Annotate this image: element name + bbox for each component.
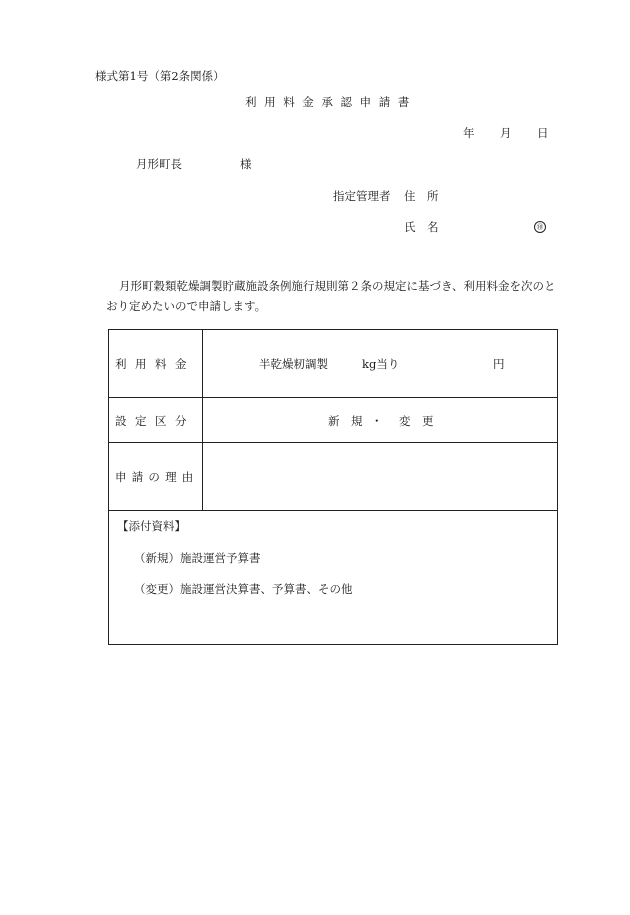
fee-label: 利用料金 [115,357,195,371]
address-label: 住 所 [404,189,439,203]
applicant-role: 指定管理者 [333,189,391,203]
fee-currency: 円 [493,357,505,371]
body-text-line1: 月形町穀類乾燥調製貯蔵施設条例施行規則第２条の規定に基づき、利用料金を次のと [119,279,556,293]
date-year-label: 年 [463,126,475,140]
setting-separator: ・ [371,414,383,428]
setting-label: 設定区分 [115,414,195,428]
date-day-label: 日 [537,126,549,140]
application-table [108,329,558,645]
setting-option-new: 新 規 [328,414,363,428]
attachment-new: （新規）施設運営予算書 [134,551,261,565]
attachment-change: （変更）施設運営決算書、予算書、その他 [134,582,353,596]
reason-label: 申請の理由 [115,470,199,484]
addressee: 月形町長 [136,157,182,171]
attachments-heading: 【添付資料】 [117,519,186,533]
row-divider [109,442,557,443]
column-divider [202,330,203,510]
form-title: 利用料金承認申請書 [245,95,417,109]
seal-icon: ㊞ [534,221,546,233]
honorific: 様 [240,157,252,171]
row-divider [109,510,557,511]
row-divider [109,397,557,398]
body-text-line2: おり定めたいので申請します。 [106,299,267,313]
form-number: 様式第1号（第2条関係） [95,69,225,83]
fee-unit: kg当り [362,357,400,371]
setting-option-change: 変 更 [399,414,434,428]
name-label: 氏 名 [404,220,439,234]
fee-item: 半乾燥籾調製 [259,357,328,371]
date-month-label: 月 [500,126,512,140]
